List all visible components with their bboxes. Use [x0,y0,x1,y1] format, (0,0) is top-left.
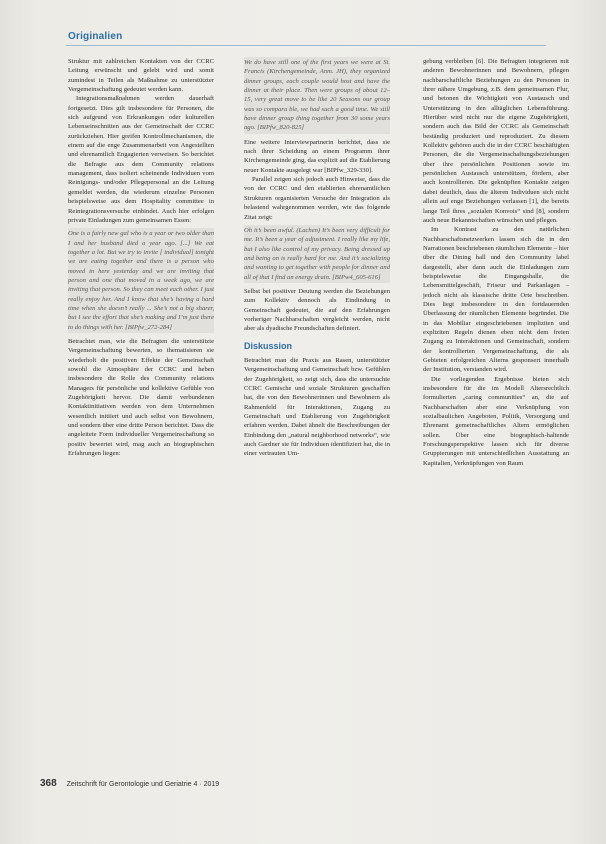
paragraph: Die vorliegenden Ergebnisse bieten sich insbesondere für die im Modell Altersrechtlich formulierten „caring communities“ an, die auf Nachbarschaften aber eine Verknüpfung von sozialbaulichen Angeboten, Politik, Versorgung und Ehrenamt gemeinschaftliches Altern ermöglichen sollen. Über eine biographisch-haltende Forschungsperspektive lassen sich für diverse Gruppierungen mit unterschiedlichen Ausstattung an Kapitalien, Verknüpfungen von Raum [423,375,569,467]
interview-quote: We do have still one of the first years we were at St. Francis (Kirchengemeinde, Anm. JH), they organized dinner groups, each couple would host and have the dinner at their place. Then were groups of about 12–15, very great move to be like 20 Seasons our group was so compara ble, we had such a good time. We still have dinner group thing together from 30 some years ago. [BIPfw_820-825] [244,59,390,132]
section-heading: Diskussion [244,340,293,351]
paragraph: Selbst bei positiver Deutung werden die Beziehungen zum Kollektiv dennoch als Eindindung in Gemeinschaft gedeutet, die auf den Erfahrungen vorheriger Nachbarschaften vergleicht werden, nicht aber als dyadische Freundschaften definiert. [244,287,390,333]
interview-quote: Oh it’s been awful. (Lachen) It’s been very difficult for me. It’s been a year of adjustment. I really like my life, but I also like control of my privacy. Being dressed up and being on is really hard for me. And it’s socializing and wanting to get together with people for dinner and all of that I find an energy drain. [BIPw4_605-616] [244,226,390,281]
paragraph: Integrationsmaßnahmen werden dauerhaft fortgesetzt. Dies gilt insbesondere für Personen, die sich aufgrund von Erkrankungen oder kulturellen Lebenseinschnitten aus der Gemeinschaft der CCRC zurückziehen. Hier greifen Kontrollmechanismen, die einem auf die enge Zusammenarbeit von Angestellten und ehrenamtlich Engagierten verweisen. So berichtet die Befragte aus dem Community relations management, dass isoliert scheinende Individuen vom Reinigungs- und/oder Pflegepersonal an die Leitung gemeldet werden, die wiederum einzelne Personen beispielsweise aus dem Hospitality committee in Reintegrationsversuche einbindet. Auch hier erfolgen private Einladungen zum gemeinsamen Essen: [68,95,214,224]
header-rule [66,45,546,46]
section-label: Originalien [68,31,123,42]
quote-block [68,228,214,333]
paragraph: Eine weitere Interviewpartnerin berichtet, dass sie nach ihrer Scheidung an einem Programm ihrer Kirchengemeinde ging, das explizit auf die Etablierung neuer Kontakte ausgelegt war [BIPfw_329-330]. [244,138,390,174]
quote-block [244,225,390,283]
paragraph: Parallel zeigen sich jedoch auch Hinweise, dass die von der CCRC und den etablierten ehrenamtlichen Strukturen organisierten Versuche der Integration als belastend wahrgenommen werden, wie das folgende Zitat zeigt: [244,176,390,221]
journal-citation: Zeitschrift für Gerontologie und Geriatrie 4 · 2019 [66,781,220,788]
paragraph: gebung verbleiben [6]. Die Befragten integrieren mit anderen Bewohnerinnen und Bewohnern, pflegen nachbarschaftliche Beziehungen zu den Personen in ihrer nähere Umgebung, z.B. dem gemeinsamen Flur, und betonen die Wichtigkeit von Austausch und Unterstützung in den alltäglichen Lebensführung. Hierüber wird nicht nur die eigene Zugehörigkeit, sondern auch das Bild der CCRC als Gemeinschaft beständig produziert und reproduziert. Zu diesem Kollektiv gehören auch die in der CCRC beschäftigten Personen, die die Vergemeinschaftungsbeziehungen über ihre persönlichen Positionen sowie im persönlichen Austausch unterstützen, fördern, aber auch kontrollieren. Die geknüpften Kontakte zeigen dabei deutlich, dass die älteren Individuen sich nicht allein auf enge Beziehungen verlassen [1], die bereits lange Teil ihres „sozialen Konvois“ sind [8], sondern auch neue Bekanntschaften wünschen und pflegen. [423,58,569,224]
text-column-left [68,57,214,458]
text-column-right [423,57,569,468]
quote-block [244,57,390,134]
interview-quote: One is a fairly new gal who is a year or two older than I and her husband died a year ago. [...] We eat together a lot. But we try to invite [ individual] tonight we are eating together and there is a person who moved in here yesterday and we are inviting that person and one that moved in a week ago, we are inviting that person. So they can meet each other. I just really enjoy her. And I know that she’s having a hard time when she doesn’t really ... She’s not a big sharer, but I see the effort that she’s making and I’m just there to do things with her. [BIPfw_272-284] [68,230,214,331]
text-column-middle [244,57,390,459]
paragraph: Im Kontrast zu den natürlichen Nachbarschaftsnetzwerken lassen sich die in den Narrationen beschriebenen räumlichen Elemente – hier über die Dining hall und den Community label dargestellt, aber dann auch die Einladungen zum beispielsweise die Eingangshalle, die Lebensmittelgeschäft, Friseur und Parkanlagen – jedoch nicht als klassische dritte Orte beschreiben. Dies liegt insbesondere in den fortdauernden Überlassung der räumlichen Elemente begründet. Die in das Mobiliar eingeschriebenen impliziten und expliziten Regeln dienen eben nicht dem freien Zugang zu Interaktionen und Gemeinschaft, sondern der kontrollierten Vergemeinschaftung, die als Gebieten erfolgreichen Alterns gesponsert innerhalb der Institution, verstanden wird. [423,226,569,374]
paragraph: Betrachtet man die Praxis aus Rasen, unterstützter Vergemeinschaftung und Gemeinschaft bzw. Gefühlen der Zugehörigkeit, so zeigt sich, dass die untersuchte CCRC Gemische und soziale Strukturen geschaffen hat, die von den Bewohnerinnen und Bewohnern als Rahmenfeld für Interaktionen, Zugang zu Gemeinschaft und Etablierung von Zugehörigkeit erfahren werden. Dabei ähnelt die Beschreibungen der Einbindung den „natural neighborhood networks“, wie auch Gardner sie für Individuen identifiziert hat, die in einer vertrauten Um- [244,356,390,458]
paragraph: Betrachtet man, wie die Befragten die unterstützte Vergemeinschaftung bewerten, so thematisieren sie wiederholt die positiven Effekte der Gemeinschaft sowohl die Atmosphäre der CCRC und heben insbesondere die Rolle des Community relations Managers für persönliche und kollektive Gefühle von Zugehörigkeit hervor. Die damit verbundenen Kontaktinitiativen werden von dem Unternehmen wesentlich initiiert und auch selbst von Bewohnern, und sondern über eine dritte Person berichtet. Dass die angeleitete Form individueller Vergemeinschaftung so positiv bewertet wird, mag auch an biographischen Erfahrungen liegen: [68,337,214,458]
page-number: 368 [40,778,57,789]
page-footer [40,778,219,789]
paragraph: Struktur mit zahlreichen Kontakten von der CCRC Leitung erwünscht und gelebt wird und somit zumindest in Teilen als Maßnahme zu unterstützter Vergemeinschaftung gedeutet werden kann. [68,58,214,94]
